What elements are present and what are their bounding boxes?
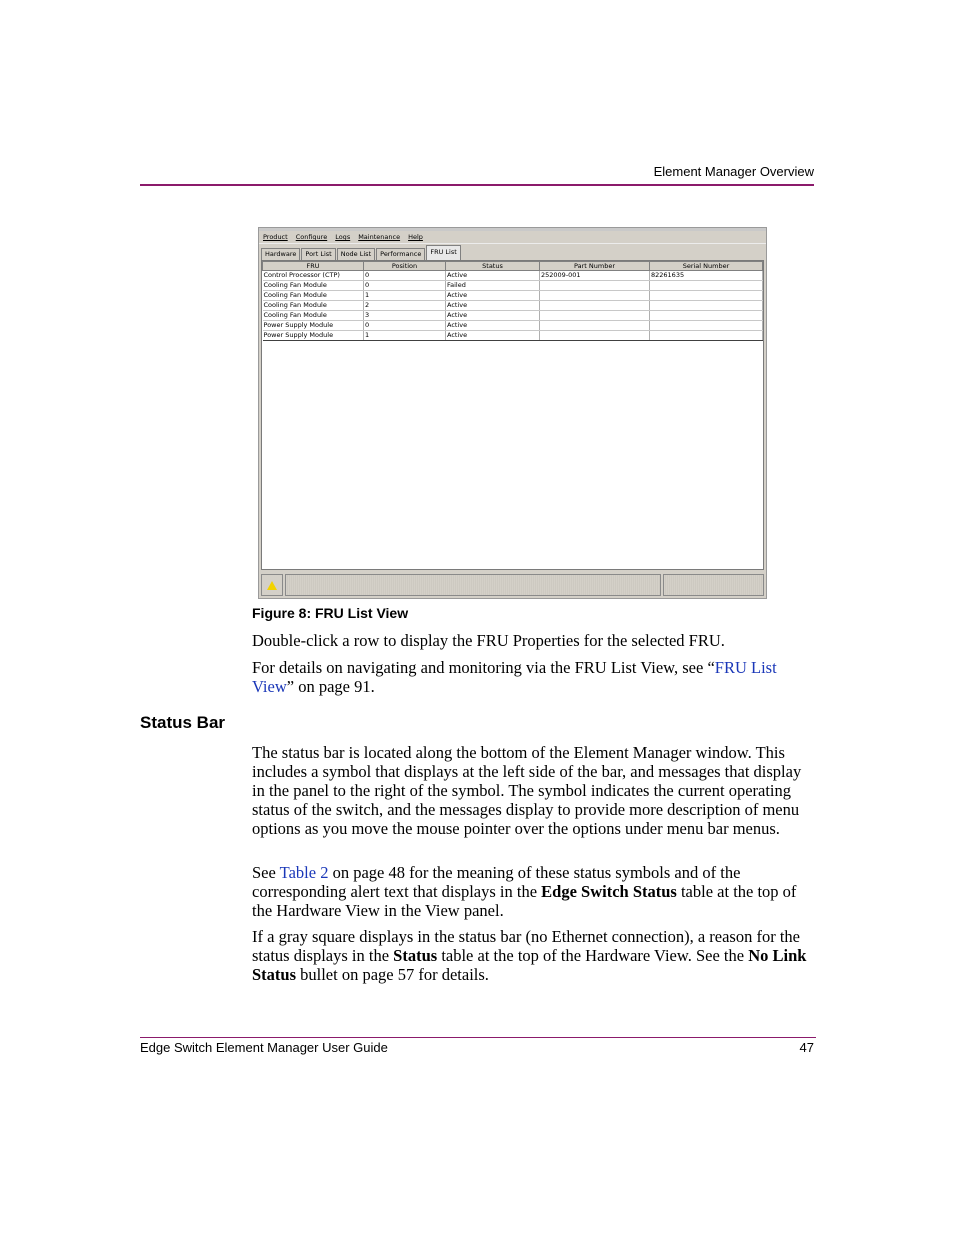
table-cell [650,281,763,291]
table-cell [650,291,763,301]
table-cell [540,281,650,291]
table-cell [540,291,650,301]
status-symbol [261,574,283,596]
table-cell: Cooling Fan Module [263,311,364,321]
tab-node-list[interactable]: Node List [337,248,375,260]
table-cell: Active [446,331,540,341]
page-number: 47 [799,1040,814,1055]
menu-bar [259,231,766,244]
fru-table [262,261,763,341]
bold-term: Status [393,946,438,965]
view-tabs [259,244,766,260]
tab-performance[interactable]: Performance [376,248,425,260]
table-cell [650,331,763,341]
table-2-link[interactable]: Table 2 [279,863,329,882]
table-cell: Active [446,311,540,321]
paragraph-text: If a gray square displays in the status bar (no Ethernet connection), a reason for the status displays in the [252,927,800,965]
running-head: Element Manager Overview [653,164,814,179]
menu-help[interactable]: Help [408,233,423,241]
table-header-row [263,262,763,271]
table-cell: 0 [364,281,446,291]
paragraph-3 [252,743,814,838]
paragraph-2 [252,658,814,696]
paragraph-text: See [252,863,280,882]
table-row[interactable] [263,331,763,341]
menu-logs[interactable]: Logs [335,233,351,241]
table-cell [650,301,763,311]
table-cell [650,321,763,331]
table-cell: 252009-001 [540,271,650,281]
paragraph-text: table at the top of the Hardware View in the View panel. [252,882,797,920]
table-cell [650,311,763,321]
paragraph-text: For details on navigating and monitoring via the FRU List View, see “ [252,658,715,677]
table-cell: Failed [446,281,540,291]
table-cell [540,301,650,311]
status-bar [261,574,764,596]
table-cell: 1 [364,291,446,301]
status-secondary-panel [663,574,764,596]
column-header[interactable]: FRU [263,262,364,271]
table-cell: Cooling Fan Module [263,291,364,301]
fru-list-screenshot [258,227,767,599]
table-cell: Active [446,321,540,331]
status-message-panel [285,574,661,596]
fru-table-panel [261,260,764,570]
paragraph-text: on page 48 for the meaning of these status symbols and of the corresponding alert text that displays in the [252,863,741,901]
table-row[interactable] [263,271,763,281]
table-cell: 82261635 [650,271,763,281]
table-cell: Active [446,301,540,311]
table-cell: Cooling Fan Module [263,301,364,311]
bold-term: No Link Status [252,946,807,984]
table-cell: Cooling Fan Module [263,281,364,291]
table-cell: 0 [364,321,446,331]
menu-configure[interactable]: Configure [295,233,328,241]
table-cell: Active [446,271,540,281]
section-heading: Status Bar [140,713,226,732]
column-header[interactable]: Position [364,262,446,271]
table-row[interactable] [263,321,763,331]
header-rule [140,184,814,186]
column-header[interactable]: Serial Number [650,262,763,271]
paragraph-4 [252,863,814,920]
tab-port-list[interactable]: Port List [301,248,335,260]
table-cell: Active [446,291,540,301]
table-cell [540,311,650,321]
paragraph-text: bullet on page 57 for details. [296,965,489,984]
paragraph-text: table at the top of the Hardware View. See the [437,946,749,965]
bold-term: Edge Switch Status [541,882,677,901]
table-cell: 0 [364,271,446,281]
table-row[interactable] [263,281,763,291]
paragraph-5 [252,927,814,984]
paragraph-text: ” on page 91. [286,677,375,696]
table-row[interactable] [263,301,763,311]
table-cell: 2 [364,301,446,311]
table-cell: Power Supply Module [263,321,364,331]
warning-triangle-icon [267,581,277,590]
table-row[interactable] [263,291,763,301]
tab-hardware[interactable]: Hardware [261,248,300,260]
figure-caption: Figure 8: FRU List View [252,605,409,621]
footer-title: Edge Switch Element Manager User Guide [140,1040,388,1055]
paragraph-1 [252,631,814,650]
table-cell [540,331,650,341]
paragraph-text: Double-click a row to display the FRU Properties for the selected FRU. [252,631,725,650]
table-cell [540,321,650,331]
column-header[interactable]: Part Number [540,262,650,271]
paragraph-text: The status bar is located along the bottom of the Element Manager window. This includes a symbol that displays at the left side of the bar, and messages that display in the panel to the right of the symbol. The symbol indicates the current operating status of the switch, and the messages display to provide more description of menu options as you move the mouse pointer over the options under menu bar menus. [252,743,802,838]
menu-product[interactable]: Product [263,233,288,241]
table-cell: 1 [364,331,446,341]
table-row[interactable] [263,311,763,321]
footer-rule [140,1037,816,1038]
column-header[interactable]: Status [446,262,540,271]
tab-fru-list[interactable]: FRU List [426,245,460,260]
fru-list-view-link[interactable]: FRU List View [252,658,777,696]
table-cell: Control Processor (CTP) [263,271,364,281]
menu-maintenance[interactable]: Maintenance [358,233,401,241]
table-cell: Power Supply Module [263,331,364,341]
table-cell: 3 [364,311,446,321]
